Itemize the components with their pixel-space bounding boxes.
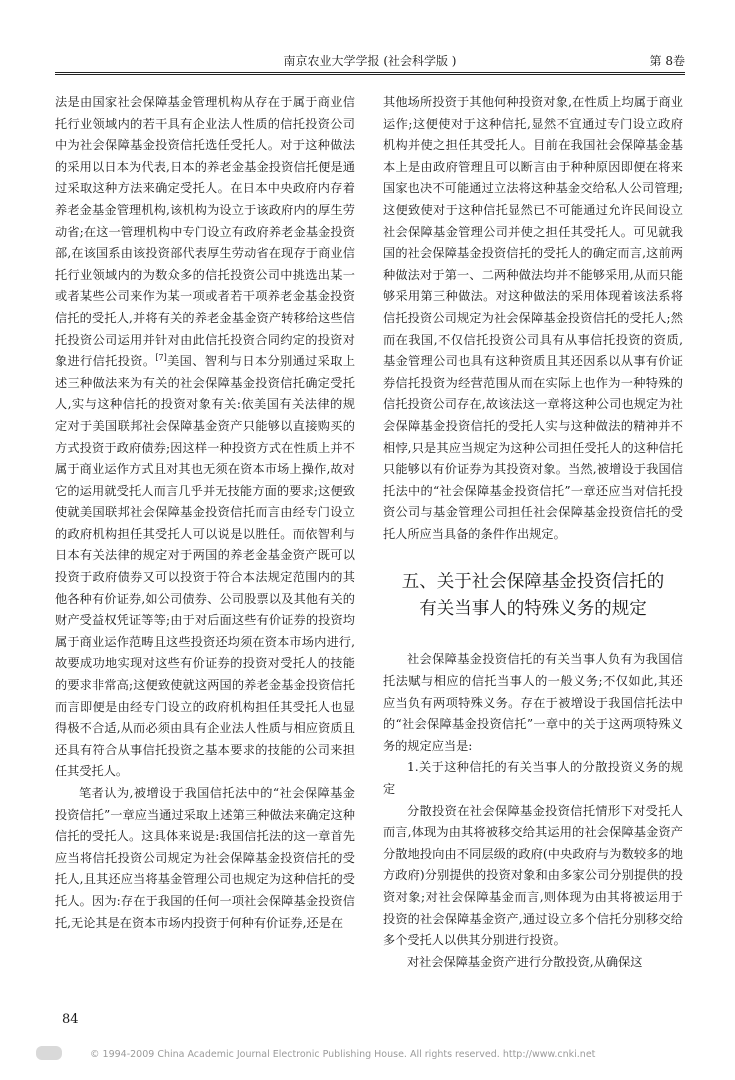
page-number: 84 [62, 1012, 79, 1027]
section-heading-line: 五、关于社会保障基金投资信托的 [401, 572, 665, 593]
header-rule [55, 72, 685, 73]
section-heading [383, 569, 683, 623]
paragraph: 其他场所投资于其他何种投资对象,在性质上均属于商业运作;这便使对于这种信托,显然不宜通过专门设立政府机构并使之担任其受托人。目前在我国社会保障基金基本上是由政府管理且可以断言由于种种原因即便在将来国家也决不可能通过立法将这种基金交给私人公司管理;这便致使对于这种信托显然已不可能通过允许民间设立社会保障基金管理公司并使之担任其受托人。可见就我国的社会保障基金投资信托的受托人的确定而言,这前两种做法对于第一、二两种做法均并不能够采用,从而只能够采用第三种做法。对这种做法的采用体现着该法系将信托投资公司规定为社会保障基金投资信托的受托人;然而在我国,不仅信托投资公司具有从事信托投资的资质,基金管理公司也具有这种资质且其还因系以从事有价证券信托投资为经营范围从而在实际上也作为一种特殊的信托投资公司存在,故该法这一章将这种公司也规定为社会保障基金投资信托的受托人实与这种做法的精神并不相悖,只是其应当规定为这种公司担任受托人的这种信托只能够以有价证券为其投资对象。当然,被增设于我国信托法中的“社会保障基金投资信托”一章还应当对信托投资公司与基金管理公司担任社会保障基金投资信托的受托人所应当具备的条件作出规定。 [383, 95, 683, 541]
paragraph: 社会保障基金投资信托的有关当事人负有为我国信托法赋与相应的信托当事人的一般义务;不仅如此,其还应当负有两项特殊义务。存在于被增设于我国信托法中的“社会保障基金投资信托”一章中的关于这两项特殊义务的规定应当是: [383, 652, 683, 753]
publisher-logo-icon [36, 1046, 62, 1060]
right-column [383, 92, 683, 973]
header-rule-secondary [55, 74, 685, 75]
copyright-footer: © 1994-2009 China Academic Journal Electronic Publishing House. All rights reserved. http://www.cnki.net [90, 1049, 596, 1060]
paragraph: 对社会保障基金资产进行分散投资,从确保这 [407, 954, 643, 969]
paragraph-text: 法是由国家社会保障基金管理机构从存在于属于商业信托行业领域内的若干具有企业法人性质的信托投资公司中为社会保障基金投资信托选任受托人。对于这种做法的采用以日本为代表,日本的养老金基金投资信托便是通过采取这种方法来确定受托人。在日本中央政府内存着养老金基金管理机构,该机构为设立于该政府内的厚生劳动省;在这一管理机构中专门设立有政府养老金基金投资部,在该国系由该投资部代表厚生劳动省在现存于商业信托行业领域内的为数众多的信托投资公司中挑选出某一或者某些公司来作为某一项或者若干项养老金基金投资信托的受托人,并将有关的养老金基金资产转移给这些信托投资公司运用并针对由此信托投资合同约定的投资对象进行信托投资。 [55, 95, 355, 369]
citation-mark: [7] [155, 353, 167, 363]
list-item-heading: 1.关于这种信托的有关当事人的分散投资义务的规定 [383, 760, 683, 797]
left-column [55, 92, 355, 934]
paragraph: 分散投资在社会保障基金投资信托情形下对受托人而言,体现为由其将被移交给其运用的社会保障基金资产分散地投向由不同层级的政府(中央政府与为数较多的地方政府)分别提供的投资对象和由多家公司分别提供的投资对象;对社会保障基金而言,则体现为由其将被运用于投资的社会保障基金资产,通过设立多个信托分别移交给多个受托人以供其分别进行投资。 [383, 803, 683, 948]
paragraph: 笔者认为,被增设于我国信托法中的“社会保障基金投资信托”一章应当通过采取上述第三种做法来确定这种信托的受托人。这具体来说是:我国信托法的这一章首先应当将信托投资公司规定为社会保障基金投资信托的受托人,且其还应当将基金管理公司也规定为这种信托的受托人。因为:存在于我国的任何一项社会保障基金投资信托,无论其是在资本市场内投资于何种有价证券,还是在 [55, 786, 355, 930]
section-heading-line: 有关当事人的特殊义务的规定 [419, 599, 647, 620]
volume-label: 第 8卷 [649, 54, 685, 68]
paragraph [55, 92, 355, 783]
paragraph-text: 美国、智利与日本分别通过采取上述三种做法来为有关的社会保障基金投资信托确定受托人,实与这种信托的投资对象有关:依美国有关法律的规定对于美国联邦社会保障基金资产只能够以直接购买的方式投资于政府债券;因这样一种投资方式在性质上并不属于商业运作方式且对其也无须在资本市场上操作,故对它的运用就受托人而言几乎并无技能方面的要求;这便致使就美国联邦社会保障基金投资信托而言由经专门设立的政府机构担任其受托人可以说是以胜任。而依智利与日本有关法律的规定对于两国的养老金基金资产既可以投资于政府债券又可以投资于符合本法规定范围内的其他各种有价证券,如公司债券、公司股票以及其他有关的财产受益权凭证等等;由于对后面这些有价证券的投资均属于商业运作范畴且这些投资还均须在资本市场内进行,故要成功地实现对这些有价证券的投资对受托人的技能的要求非常高;这便致使就这两国的养老金基金投资信托而言即便是由经专门设立的政府机构担任其受托人也显得极不合适,从而必须由具有企业法人性质与相应资质且还具有符合从事信托投资之基本要求的技能的公司来担任其受托人。 [55, 354, 356, 779]
running-header [55, 52, 685, 68]
journal-title: 南京农业大学学报 (社会科学版 ) [283, 54, 457, 68]
